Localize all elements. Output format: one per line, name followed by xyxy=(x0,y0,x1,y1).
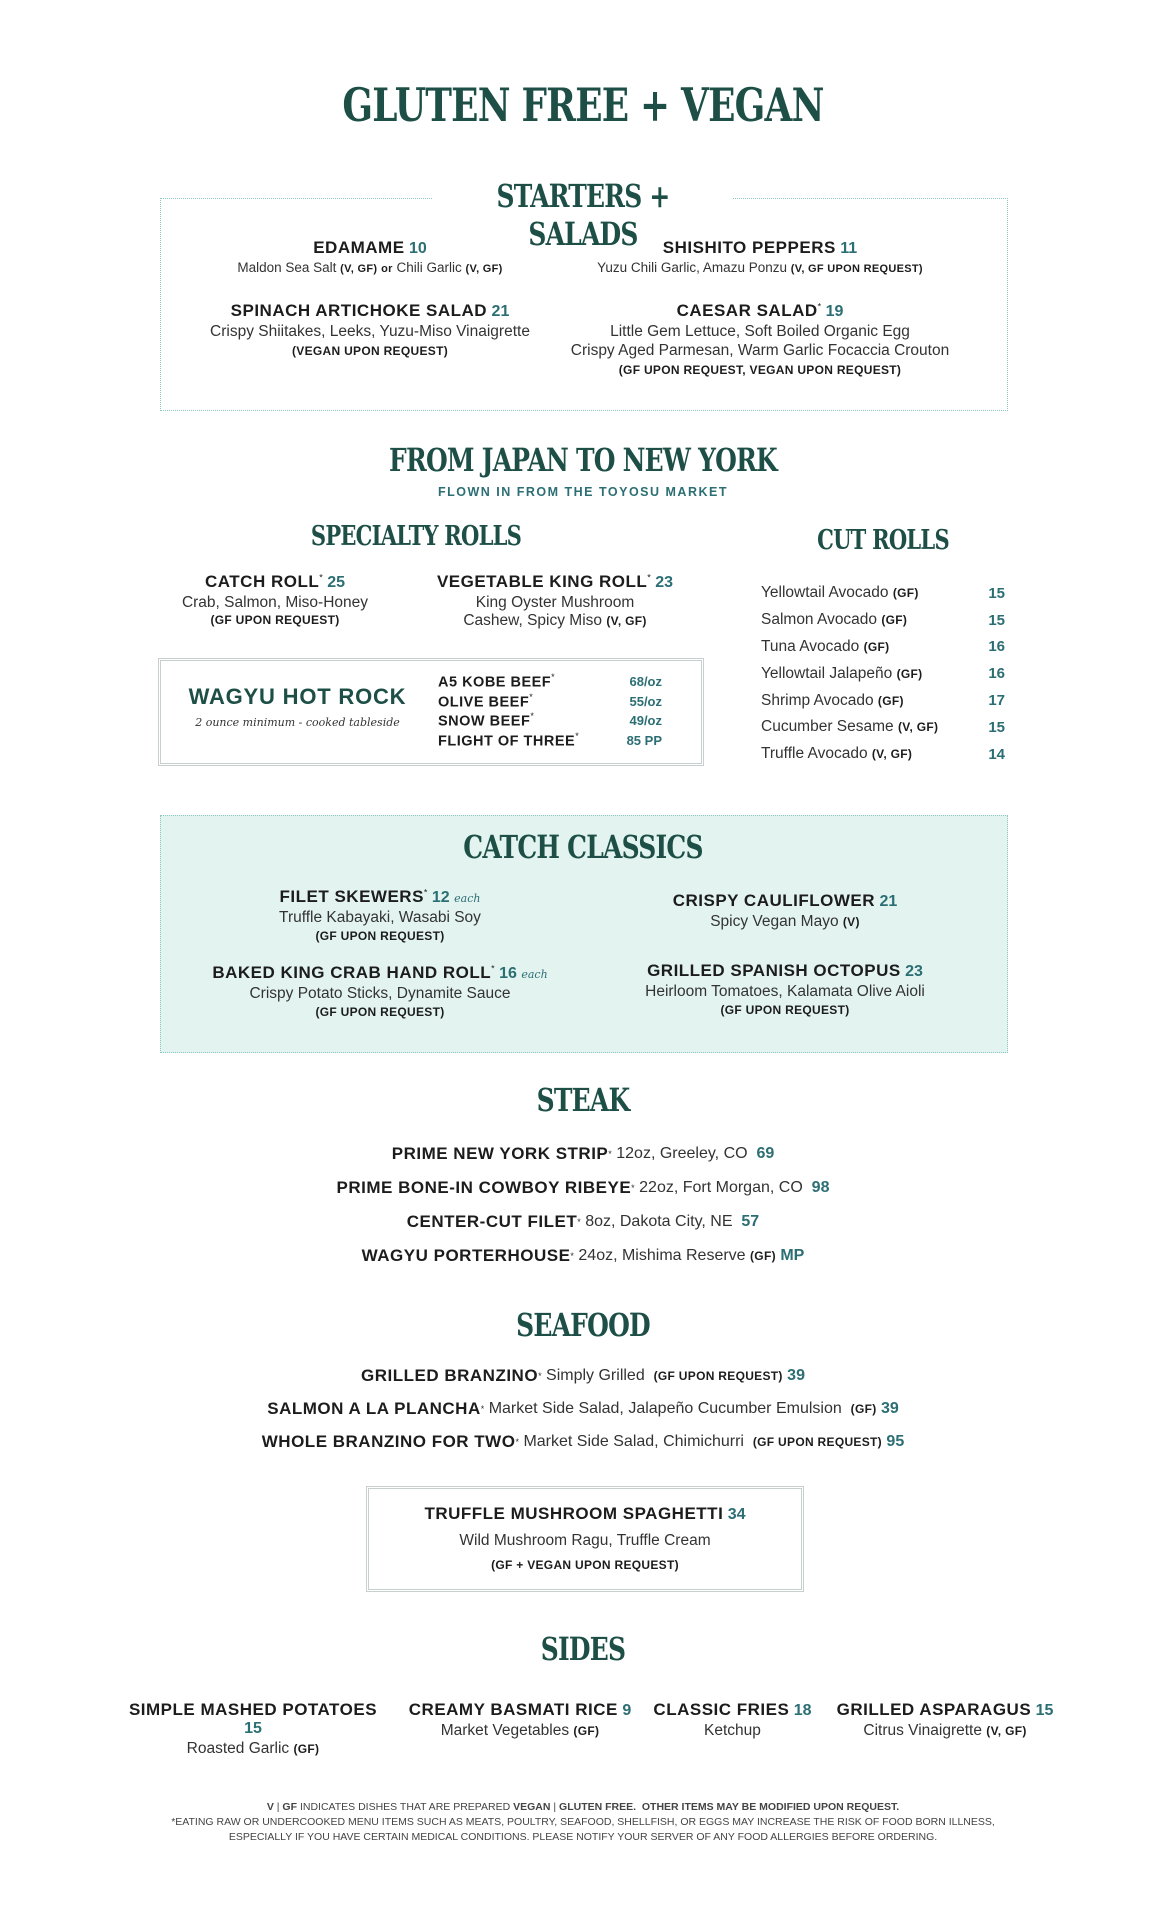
list-item xyxy=(0,1171,1166,1205)
list-item xyxy=(0,1239,1166,1273)
seafood-list xyxy=(0,1359,1166,1458)
item-star: * xyxy=(647,572,651,583)
item-desc: Roasted Garlic xyxy=(186,1740,290,1757)
item-desc: Ketchup xyxy=(704,1722,761,1739)
item-price: 39 xyxy=(787,1366,805,1384)
item-name: Truffle Avocado xyxy=(761,745,868,763)
item-price: MP xyxy=(780,1247,805,1264)
footer-line-2: *EATING RAW OR UNDERCOOKED MENU ITEMS SUCH AS MEATS, POULTRY, SEAFOOD, SHELLFISH, OR EGGS MAY INCREASE THE RISK OF FOOD BORN ILLNESS, xyxy=(171,1816,995,1828)
item-price: 15 xyxy=(244,1720,262,1737)
menu-item-truffle-spaghetti xyxy=(366,1504,804,1572)
steak-heading: STEAK xyxy=(536,1081,630,1119)
list-item xyxy=(761,741,1005,768)
seafood-heading: SEAFOOD xyxy=(516,1306,650,1344)
cut-rolls-heading: CUT ROLLS xyxy=(817,525,949,556)
item-name: WHOLE BRANZINO FOR TWO xyxy=(261,1431,516,1451)
list-item xyxy=(0,1425,1166,1458)
item-name: CRISPY CAULIFLOWER xyxy=(672,891,876,910)
item-name: FLIGHT OF THREE xyxy=(438,732,576,749)
item-desc: Cashew, Spicy Miso xyxy=(463,612,603,629)
item-price: 10 xyxy=(409,240,427,257)
menu-item-caesar-salad xyxy=(560,301,960,377)
item-desc: Spicy Vegan Mayo xyxy=(710,913,839,930)
wagyu-row xyxy=(438,711,662,731)
item-name: VEGETABLE KING ROLL xyxy=(436,572,648,591)
menu-item-spinach-salad xyxy=(170,301,570,358)
item-tag: (GF UPON REQUEST) xyxy=(210,613,340,627)
item-tag: (GF UPON REQUEST, VEGAN UPON REQUEST) xyxy=(618,363,902,377)
item-price: 49/oz xyxy=(629,713,662,729)
item-star: * xyxy=(608,1149,612,1159)
footer-gf: GF xyxy=(282,1801,298,1813)
wagyu-list xyxy=(438,672,662,750)
menu-item-grilled-asparagus xyxy=(832,1700,1058,1740)
item-tag: (V, GF) xyxy=(465,263,503,275)
item-desc: Maldon Sea Salt xyxy=(237,260,337,275)
item-name: Salmon Avocado xyxy=(761,611,878,629)
item-tag: (VEGAN UPON REQUEST) xyxy=(291,344,448,358)
item-name: OLIVE BEEF xyxy=(438,693,530,710)
item-desc: Crab, Salmon, Miso-Honey xyxy=(181,594,369,611)
specialty-heading-wrap xyxy=(216,521,616,552)
item-price: 21 xyxy=(491,303,510,320)
item-star: * xyxy=(530,711,534,722)
item-desc: Crispy Potato Sticks, Dynamite Sauce xyxy=(249,985,511,1002)
item-desc: Crispy Shiitakes, Leeks, Yuzu-Miso Vinaigrette xyxy=(210,323,530,340)
item-price: 34 xyxy=(727,1506,746,1523)
menu-item-vegetable-king-roll xyxy=(420,572,690,630)
list-item xyxy=(0,1205,1166,1239)
item-tag: (V, GF) xyxy=(606,614,647,628)
item-star: * xyxy=(575,730,579,741)
item-desc: King Oyster Mushroom xyxy=(475,594,635,611)
each-label: each xyxy=(454,892,481,905)
page-title: GLUTEN FREE + VEGAN xyxy=(342,78,824,132)
each-label: each xyxy=(521,968,548,981)
cut-rolls-list xyxy=(761,580,1005,768)
item-price: 39 xyxy=(880,1399,899,1417)
steak-list xyxy=(0,1137,1166,1273)
or-word: or xyxy=(381,263,393,275)
item-tag: (V, GF) xyxy=(897,720,939,735)
footer-line-1 xyxy=(0,1800,1166,1815)
item-name: CLASSIC FRIES xyxy=(653,1700,790,1719)
wagyu-title: WAGYU HOT ROCK xyxy=(188,684,407,709)
item-star: * xyxy=(319,572,323,583)
item-desc: Market Side Salad, Jalapeño Cucumber Emulsion xyxy=(488,1399,842,1417)
item-price: 15 xyxy=(988,718,1005,736)
item-price: 16 xyxy=(988,638,1005,656)
item-price: 85 PP xyxy=(626,732,662,748)
list-item xyxy=(761,660,1005,687)
item-tag: (V, GF) xyxy=(871,747,913,762)
item-desc: Market Vegetables xyxy=(440,1722,570,1739)
item-star: * xyxy=(491,963,495,974)
list-item xyxy=(761,687,1005,714)
footer-other: OTHER ITEMS MAY BE MODIFIED UPON REQUEST. xyxy=(641,1801,900,1813)
sides-heading-wrap xyxy=(0,1630,1166,1668)
classics-heading: CATCH CLASSICS xyxy=(463,828,703,866)
footer-gluten-free: GLUTEN FREE. xyxy=(559,1801,637,1813)
list-item xyxy=(761,634,1005,661)
item-price: 17 xyxy=(988,692,1005,710)
item-desc: 22oz, Fort Morgan, CO xyxy=(639,1179,803,1196)
item-price: 68/oz xyxy=(629,674,662,690)
item-price: 69 xyxy=(756,1145,775,1162)
menu-item-king-crab-hand-roll xyxy=(190,963,570,1019)
item-name: Yellowtail Avocado xyxy=(761,584,889,602)
item-tag: (V, GF) xyxy=(340,263,378,275)
item-tag: (GF) xyxy=(850,1401,877,1416)
wagyu-row xyxy=(438,731,662,751)
item-tag: (V) xyxy=(842,915,860,929)
menu-item-catch-roll xyxy=(160,572,390,627)
menu-item-edamame xyxy=(180,238,560,275)
menu-item-filet-skewers xyxy=(200,887,560,943)
item-desc: Yuzu Chili Garlic, Amazu Ponzu xyxy=(597,260,787,275)
list-item xyxy=(0,1137,1166,1171)
item-desc: Wild Mushroom Ragu, Truffle Cream xyxy=(459,1532,711,1549)
item-tag: (GF + VEGAN UPON REQUEST) xyxy=(491,1558,679,1572)
item-tag: (GF) xyxy=(892,586,919,601)
menu-item-classic-fries xyxy=(645,1700,820,1740)
menu-item-spanish-octopus xyxy=(600,961,970,1017)
item-name: CATCH ROLL xyxy=(205,572,320,591)
list-item xyxy=(761,714,1005,741)
item-name: CREAMY BASMATI RICE xyxy=(408,1700,618,1719)
item-tag: (GF) xyxy=(896,666,923,681)
item-price: 21 xyxy=(879,893,898,910)
item-name: SHISHITO PEPPERS xyxy=(662,238,836,257)
item-tag: (GF) xyxy=(293,1742,320,1756)
item-price: 12 xyxy=(431,889,450,906)
item-price: 14 xyxy=(988,745,1005,763)
list-item xyxy=(0,1359,1166,1392)
item-star: * xyxy=(538,1370,542,1381)
item-name: CAESAR SALAD xyxy=(676,301,818,320)
footer-mid: INDICATES DISHES THAT ARE PREPARED xyxy=(299,1801,511,1813)
item-name: Shrimp Avocado xyxy=(761,691,874,709)
item-name: GRILLED BRANZINO xyxy=(361,1365,539,1385)
footer-vegan: VEGAN xyxy=(513,1801,551,1813)
footer-separator: | xyxy=(276,1801,280,1813)
item-price: 19 xyxy=(825,303,844,320)
item-price: 16 xyxy=(988,665,1005,683)
item-name: PRIME NEW YORK STRIP xyxy=(391,1144,609,1163)
item-tag: (GF UPON REQUEST) xyxy=(720,1003,850,1017)
item-star: * xyxy=(817,301,822,312)
item-name: A5 KOBE BEEF xyxy=(438,674,552,691)
item-tag: (GF) xyxy=(863,639,890,654)
item-star: * xyxy=(480,1403,485,1414)
item-name: PRIME BONE-IN COWBOY RIBEYE xyxy=(336,1178,632,1197)
item-price: 95 xyxy=(886,1432,905,1450)
specialty-rolls-heading: SPECIALTY ROLLS xyxy=(310,521,522,552)
item-tag: (GF UPON REQUEST) xyxy=(752,1434,882,1449)
sides-heading: SIDES xyxy=(540,1630,626,1668)
wagyu-note: 2 ounce minimum - cooked tableside xyxy=(195,716,400,729)
menu-item-basmati-rice xyxy=(400,1700,640,1740)
item-tag: (V, GF UPON REQUEST) xyxy=(790,263,923,275)
item-star: * xyxy=(570,1251,574,1261)
item-price: 57 xyxy=(741,1213,760,1230)
steak-heading-wrap xyxy=(0,1081,1166,1119)
item-desc: 8oz, Dakota City, NE xyxy=(585,1213,733,1230)
item-name: Yellowtail Jalapeño xyxy=(761,664,893,682)
menu-item-crispy-cauliflower xyxy=(600,891,970,931)
item-price: 98 xyxy=(811,1179,830,1196)
item-price: 15 xyxy=(988,584,1005,602)
item-tag: (V, GF) xyxy=(986,1724,1027,1738)
item-name: TRUFFLE MUSHROOM SPAGHETTI xyxy=(424,1504,724,1523)
item-star: * xyxy=(515,1436,519,1447)
item-name: GRILLED SPANISH OCTOPUS xyxy=(647,961,901,980)
footer-line-3: ESPECIALLY IF YOU HAVE CERTAIN MEDICAL CONDITIONS. PLEASE NOTIFY YOUR SERVER OF ANY FOOD ALLERGIES BEFORE ORDERING. xyxy=(228,1831,938,1843)
item-name: FILET SKEWERS xyxy=(279,887,424,906)
item-desc: Crispy Aged Parmesan, Warm Garlic Focaccia Crouton xyxy=(570,342,950,359)
item-name: GRILLED ASPARAGUS xyxy=(836,1700,1032,1719)
item-price: 15 xyxy=(1035,1702,1054,1719)
item-desc: 12oz, Greeley, CO xyxy=(616,1145,748,1162)
footer-notes xyxy=(0,1800,1166,1845)
japan-heading-wrap xyxy=(0,441,1166,499)
item-name: SPINACH ARTICHOKE SALAD xyxy=(230,301,488,320)
item-star: * xyxy=(631,1183,635,1193)
menu-item-mashed-potatoes xyxy=(118,1700,388,1758)
wagyu-title-wrap xyxy=(180,684,415,729)
item-name: BAKED KING CRAB HAND ROLL xyxy=(212,963,492,982)
list-item xyxy=(761,580,1005,607)
list-item xyxy=(761,607,1005,634)
item-name: SNOW BEEF xyxy=(438,713,531,730)
item-price: 25 xyxy=(327,574,345,591)
page-title-wrap xyxy=(0,78,1166,132)
item-desc: Heirloom Tomatoes, Kalamata Olive Aioli xyxy=(645,983,925,1000)
item-name: EDAMAME xyxy=(313,238,405,257)
item-price: 23 xyxy=(655,574,674,591)
item-name: CENTER-CUT FILET xyxy=(406,1212,578,1231)
item-star: * xyxy=(577,1217,581,1227)
japan-heading: FROM JAPAN TO NEW YORK xyxy=(389,441,777,479)
item-desc: Citrus Vinaigrette xyxy=(863,1722,982,1739)
starters-heading: STARTERS + SALADS xyxy=(496,177,670,253)
japan-subheading: FLOWN IN FROM THE TOYOSU MARKET xyxy=(437,485,728,499)
item-price: 11 xyxy=(840,240,858,257)
footer-v: V xyxy=(266,1801,274,1813)
item-desc: Simply Grilled xyxy=(546,1366,645,1384)
menu-item-shishito xyxy=(570,238,950,275)
item-tag: (GF UPON REQUEST) xyxy=(315,1005,445,1019)
item-price: 9 xyxy=(622,1702,632,1719)
list-item xyxy=(0,1392,1166,1425)
item-desc: Little Gem Lettuce, Soft Boiled Organic Egg xyxy=(610,323,910,340)
item-price: 23 xyxy=(905,963,923,980)
item-tag: (GF) xyxy=(573,1724,600,1738)
item-tag: (GF UPON REQUEST) xyxy=(653,1368,783,1383)
seafood-heading-wrap xyxy=(0,1306,1166,1344)
item-star: * xyxy=(529,691,533,702)
cut-heading-wrap xyxy=(763,525,1003,556)
item-tag: (GF UPON REQUEST) xyxy=(315,929,445,943)
item-tag: (GF) xyxy=(750,1249,776,1263)
footer-separator: | xyxy=(553,1801,557,1813)
item-price: 15 xyxy=(988,611,1005,629)
item-price: 18 xyxy=(793,1702,812,1719)
item-tag: (GF) xyxy=(877,693,904,708)
item-name: SIMPLE MASHED POTATOES xyxy=(128,1700,378,1719)
item-star: * xyxy=(551,672,555,683)
item-tag: (GF) xyxy=(881,613,908,628)
item-desc: Chili Garlic xyxy=(396,260,462,275)
item-price: 16 xyxy=(499,965,517,982)
item-name: WAGYU PORTERHOUSE xyxy=(361,1246,571,1265)
item-desc: Market Side Salad, Chimichurri xyxy=(523,1432,744,1450)
item-desc: Truffle Kabayaki, Wasabi Soy xyxy=(279,909,481,926)
item-star: * xyxy=(423,887,428,898)
classics-heading-wrap xyxy=(0,828,1166,866)
wagyu-row xyxy=(438,672,662,692)
item-name: SALMON A LA PLANCHA xyxy=(267,1398,481,1418)
item-name: Tuna Avocado xyxy=(761,637,860,655)
item-price: 55/oz xyxy=(629,693,662,709)
item-name: Cucumber Sesame xyxy=(761,718,894,736)
wagyu-row xyxy=(438,692,662,712)
item-desc: 24oz, Mishima Reserve xyxy=(578,1247,746,1264)
